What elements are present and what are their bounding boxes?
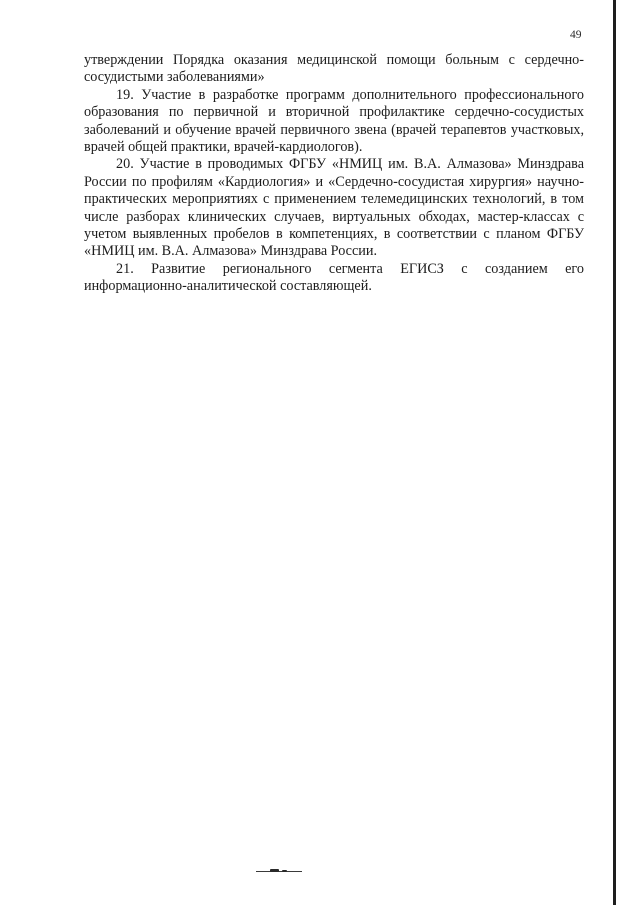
paragraph-item-19: 19. Участие в разработке программ дополнительного профессионального образования по первичной и вторичной профилактике сердечно-сосудистых заболеваний и обучение врачей первичного звена (врачей терапевтов участковых, врачей общей практики, врачей-кардиологов). xyxy=(84,86,584,156)
paragraph-continuation: утверждении Порядка оказания медицинской помощи больным с сердечно-сосудистыми заболеваниями» xyxy=(84,52,584,86)
scan-artifact-mark xyxy=(256,868,302,873)
page-number: 49 xyxy=(570,29,582,41)
body-text xyxy=(84,52,584,296)
scan-edge-line xyxy=(613,0,616,905)
paragraph-item-21: 21. Развитие регионального сегмента ЕГИСЗ с созданием его информационно-аналитической составляющей. xyxy=(84,260,584,295)
paragraph-item-20: 20. Участие в проводимых ФГБУ «НМИЦ им. В.А. Алмазова» Минздрава России по профилям «Кардиология» и «Сердечно-сосудистая хирургия» научно-практических мероприятиях с применением телемедицинских технологий, в том числе разборах клинических случаев, виртуальных обходах, мастер-классах с учетом выявленных пробелов в компетенциях, в соответствии с планом ФГБУ «НМИЦ им. В.А. Алмазова» Минздрава России. xyxy=(84,156,584,260)
